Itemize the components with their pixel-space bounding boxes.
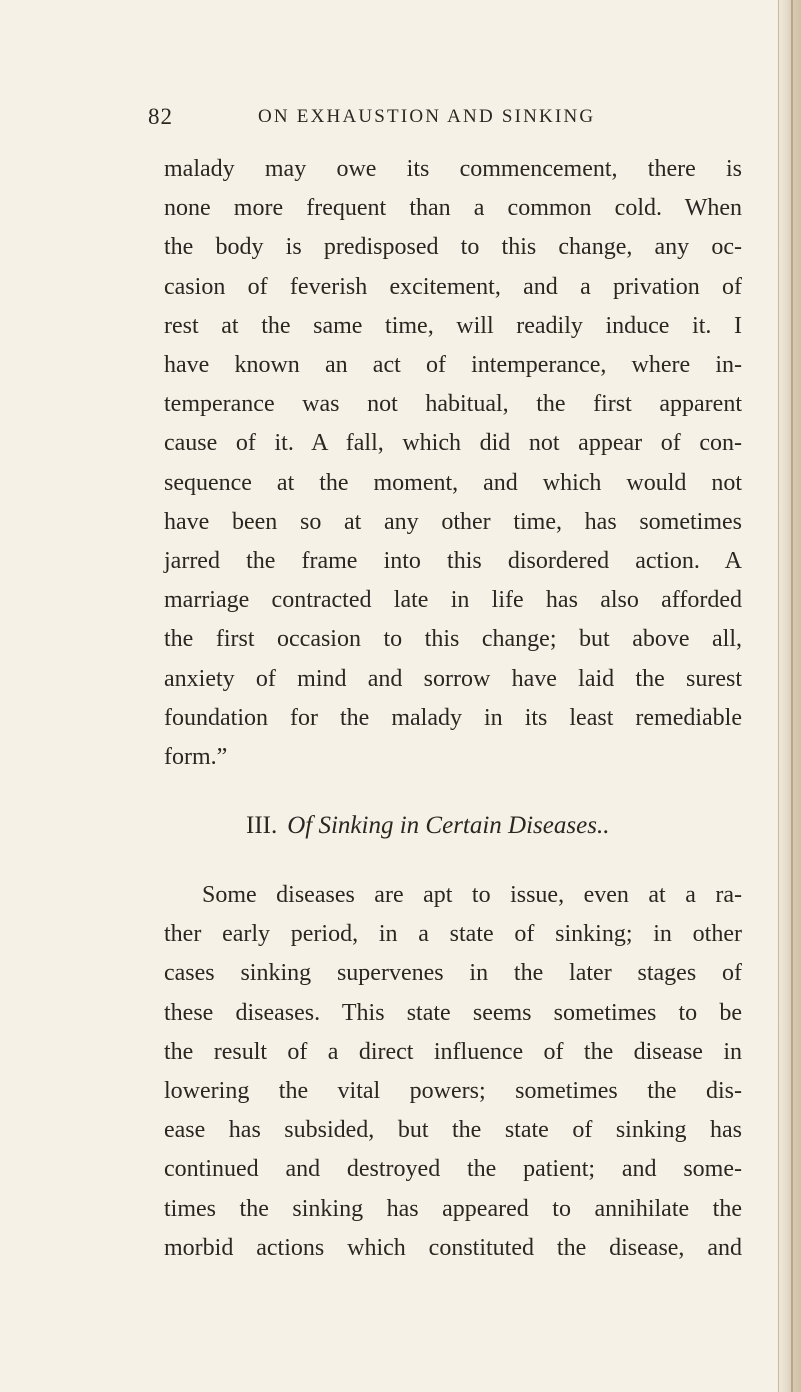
text-line: have been so at any other time, has sometimes (164, 508, 742, 535)
text-line: jarred the frame into this disordered action. A (164, 548, 742, 575)
section-title: Of Sinking in Certain Diseases.. (287, 812, 610, 839)
text-line: ease has subsided, but the state of sinking has (164, 1117, 742, 1144)
paragraph-2 (164, 876, 742, 1268)
text-line: times the sinking has appeared to annihilate the (164, 1195, 742, 1222)
text-line: none more frequent than a common cold. When (164, 195, 742, 222)
text-line: lowering the vital powers; sometimes the dis- (164, 1078, 742, 1105)
text-line: malady may owe its commencement, there is (164, 156, 742, 182)
text-line: the body is predisposed to this change, any oc- (164, 234, 742, 261)
text-line: rest at the same time, will readily induce it. I (164, 312, 742, 339)
text-line: continued and destroyed the patient; and some- (164, 1156, 742, 1183)
text-line: these diseases. This state seems sometimes to be (164, 999, 742, 1026)
text-line: the result of a direct influence of the disease in (164, 1038, 742, 1065)
page-number: 82 (148, 104, 173, 129)
text-line: anxiety of mind and sorrow have laid the surest (164, 665, 742, 692)
text-line: marriage contracted late in life has also afforded (164, 587, 742, 614)
text-line: ther early period, in a state of sinking; in other (164, 921, 742, 948)
text-line: morbid actions which constituted the disease, and (164, 1234, 742, 1261)
text-line: foundation for the malady in its least remediable (164, 704, 742, 731)
page-edge-shadow (778, 0, 801, 1392)
text-line: sequence at the moment, and which would not (164, 469, 742, 496)
text-line: casion of feverish excitement, and a privation of (164, 273, 742, 300)
section-numeral: III. (246, 812, 278, 839)
text-line: Some diseases are apt to issue, even at a ra- (202, 882, 742, 908)
section-heading (246, 812, 609, 840)
text-line: the first occasion to this change; but above all, (164, 626, 742, 653)
paragraph-1 (164, 150, 742, 777)
page-edge-line (791, 0, 793, 1392)
running-head: ON EXHAUSTION AND SINKING (258, 106, 596, 127)
page-header (148, 104, 708, 144)
text-line: cause of it. A fall, which did not appear of con- (164, 430, 742, 457)
text-line: form.” (164, 744, 228, 771)
text-line: cases sinking supervenes in the later stages of (164, 960, 742, 987)
text-line: temperance was not habitual, the first apparent (164, 391, 742, 418)
text-line: have known an act of intemperance, where in- (164, 352, 742, 379)
